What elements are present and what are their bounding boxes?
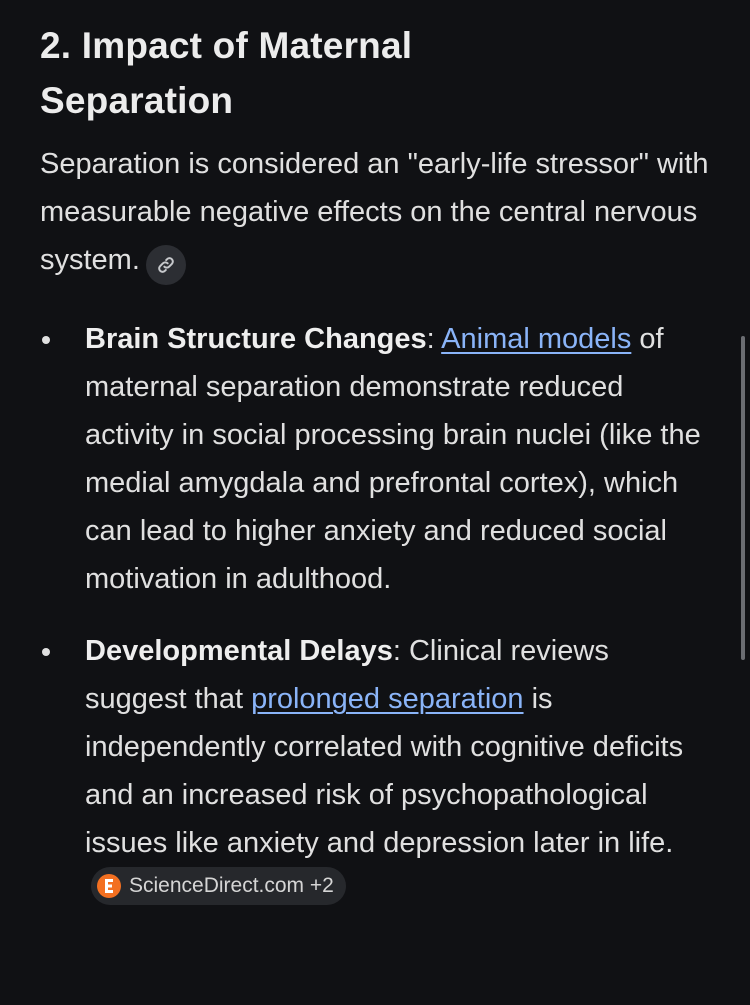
list-item xyxy=(40,627,712,917)
intro-paragraph xyxy=(40,140,712,285)
source-chip-label: ScienceDirect.com +2 xyxy=(129,874,334,897)
scrollbar[interactable] xyxy=(741,336,745,660)
bullet-separator: : xyxy=(392,635,409,667)
list-item xyxy=(40,315,712,603)
bullet-list xyxy=(40,315,712,917)
bullet-term: Developmental Delays xyxy=(85,635,393,667)
bullet-text: of maternal separation demonstrate reduced activity in social processing brain nuclei (like the medial amygdala and prefrontal cortex), which can lead to higher anxiety and reduced social motivation in adulthood. xyxy=(85,323,701,595)
section-heading: 2. Impact of Maternal Separation xyxy=(40,25,413,121)
bullet-dot xyxy=(42,336,50,344)
animal-models-link[interactable]: Animal models xyxy=(441,323,632,355)
source-chip[interactable] xyxy=(91,867,346,905)
bullet-text-before: Clinical reviews suggest that xyxy=(85,635,609,715)
bullet-dot xyxy=(42,648,50,656)
intro-text: Separation is considered an "early-life stressor" with measurable negative effects on the central nervous system. xyxy=(40,148,709,276)
content-area xyxy=(40,18,712,917)
link-icon[interactable] xyxy=(146,245,186,285)
elsevier-logo-icon xyxy=(97,874,121,898)
bullet-text: is independently correlated with cognitive deficits and an increased risk of psychopathological issues like anxiety and depression later in life. xyxy=(85,683,684,859)
bullet-separator: : xyxy=(426,323,442,355)
prolonged-separation-link[interactable]: prolonged separation xyxy=(251,683,524,715)
bullet-term: Brain Structure Changes xyxy=(85,323,427,355)
